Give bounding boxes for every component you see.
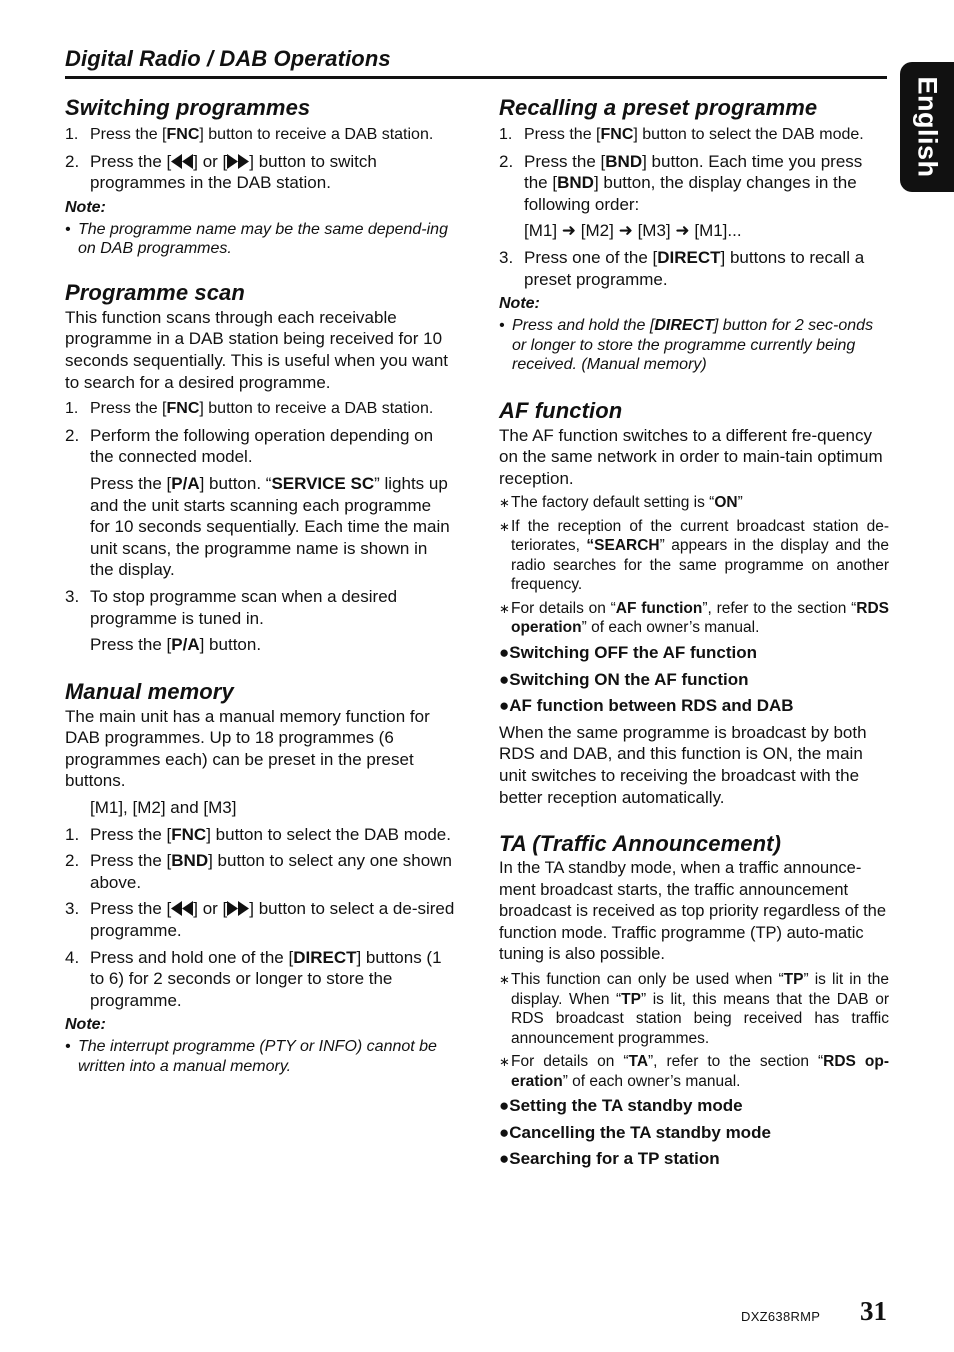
note-label: Note: bbox=[65, 198, 106, 216]
language-tab-label: English bbox=[912, 76, 943, 178]
scan-intro: This function scans through each receivable programme in a DAB station being received for 10 seconds sequentially. This is useful when you want to search for a desired programme. bbox=[65, 307, 449, 392]
af-bullet-switch-on: ●Switching ON the AF function bbox=[499, 669, 749, 689]
ta-bullet-searching: ●Searching for a TP station bbox=[499, 1149, 720, 1169]
heading-manual-memory: Manual memory bbox=[65, 678, 234, 704]
right-column bbox=[499, 94, 889, 1170]
scan-step-1: 1. Press the [FNC] button to receive a DAB station. bbox=[65, 400, 434, 418]
heading-recalling-preset: Recalling a preset programme bbox=[499, 95, 818, 120]
note-label: Note: bbox=[499, 295, 540, 313]
language-tab bbox=[900, 62, 954, 192]
scan-step-3: 3. To stop programme scan when a desired programme is tuned in. bbox=[65, 586, 398, 628]
section-title: Digital Radio / DAB Operations bbox=[65, 46, 391, 71]
memory-step-3: 3. Press the [ ] or [ ] button to select a de-sired programme. bbox=[65, 899, 455, 941]
switching-step-2: 2. Press the [ ] or [ ] button to switch programmes in the DAB station. bbox=[65, 151, 377, 193]
recall-step-1: 1. Press the [FNC] button to select the DAB mode. bbox=[499, 126, 864, 143]
recall-step-3: 3. Press one of the [DIRECT] buttons to recall a preset programme. bbox=[499, 247, 865, 289]
arrow-right-icon: ➜ bbox=[675, 221, 690, 241]
memory-banks: [M1], [M2] and [M3] bbox=[90, 798, 237, 818]
memory-step-4: 4. Press and hold one of the [DIRECT] buttons (1 to 6) for 2 seconds or longer to store the programme. bbox=[65, 947, 442, 1010]
heading-af-function: AF function bbox=[499, 397, 623, 423]
memory-intro: The main unit has a manual memory function for DAB programmes. Up to 18 programmes (6 programmes each) can be preset in the preset buttons. bbox=[65, 706, 430, 791]
memory-step-1: 1. Press the [FNC] button to select the DAB mode. bbox=[65, 824, 451, 844]
seek-forward-icon bbox=[227, 901, 249, 916]
recall-note: • Press and hold the [DIRECT] button for 2 sec-onds or longer to store the programme currently being received. (Manual memory) bbox=[499, 317, 874, 374]
section-header bbox=[65, 44, 887, 79]
heading-programme-scan: Programme scan bbox=[65, 279, 245, 305]
arrow-right-icon: ➜ bbox=[618, 221, 633, 241]
model-code: DXZ638RMP bbox=[741, 1309, 821, 1324]
switching-note: • The programme name may be the same depend-ing on DAB programmes. bbox=[65, 220, 448, 258]
note-label: Note: bbox=[65, 1016, 106, 1034]
af-note-1: ∗ The factory default setting is “ON” bbox=[499, 494, 743, 512]
recall-order: [M1] ➜ [M2] ➜ [M3] ➜ [M1]... bbox=[524, 221, 742, 241]
arrow-right-icon: ➜ bbox=[561, 221, 577, 241]
recall-step-2: 2. Press the [BND] button. Each time you press the [BND] button, the display changes in the following order: bbox=[499, 151, 863, 214]
ta-bullet-setting: ●Setting the TA standby mode bbox=[499, 1096, 743, 1116]
seek-forward-icon bbox=[227, 154, 249, 169]
scan-step-2: 2. Perform the following operation depending on the connected model. bbox=[65, 425, 434, 467]
ta-note-2: ∗ For details on “TA”, refer to the section “RDS op-eration” of each owner’s manual. bbox=[499, 1053, 889, 1090]
memory-note: • The interrupt programme (PTY or INFO) cannot be written into a manual memory. bbox=[65, 1038, 437, 1075]
ta-bullet-cancelling: ●Cancelling the TA standby mode bbox=[499, 1122, 771, 1142]
switching-step-1: 1. Press the [FNC] button to receive a DAB station. bbox=[65, 126, 434, 143]
seek-back-icon bbox=[171, 901, 193, 916]
ta-note-1: ∗ This function can only be used when “TP” is lit in the display. When “TP” is lit, this means that the DAB or RDS broadcast station being received has traffic announcement programmes. bbox=[499, 971, 889, 1047]
scan-step-3-detail: Press the [P/A] button. bbox=[90, 635, 262, 655]
heading-switching-programmes: Switching programmes bbox=[65, 95, 311, 120]
ta-intro: In the TA standby mode, when a traffic announce-ment broadcast starts, the traffic announcement broadcast is received as top priority regardless of the function mode. Traffic programme (TP) auto-matic tuning is also possible. bbox=[499, 859, 887, 964]
af-bullet-rds-dab: ●AF function between RDS and DAB bbox=[499, 696, 794, 716]
seek-back-icon bbox=[171, 154, 193, 169]
scan-step-2-detail: Press the [P/A] button. “SERVICE SC” lights up and the unit starts scanning each programme for 10 seconds sequentially. Each time the main unit scans, the programme name is shown in the display. bbox=[90, 473, 450, 580]
af-bullet-switch-off: ●Switching OFF the AF function bbox=[499, 642, 757, 662]
left-column bbox=[65, 94, 455, 1076]
memory-step-2: 2. Press the [BND] button to select any one shown above. bbox=[65, 851, 452, 892]
heading-ta: TA (Traffic Announcement) bbox=[499, 831, 781, 857]
af-note-3: ∗ For details on “AF function”, refer to the section “RDS operation” of each owner’s manual. bbox=[499, 599, 889, 637]
af-intro: The AF function switches to a different fre-quency on the same network in order to main-tain optimum reception. bbox=[499, 425, 883, 488]
page-number: 31 bbox=[860, 1296, 887, 1326]
af-paragraph: When the same programme is broadcast by both RDS and DAB, and this function is ON, the main unit switches to receiving the broadcast with the better reception automatically. bbox=[499, 722, 867, 807]
af-note-2: ∗ If the reception of the current broadcast station de-teriorates, “SEARCH” appears in the display and the radio searches for the same programme on another frequency. bbox=[499, 517, 890, 594]
